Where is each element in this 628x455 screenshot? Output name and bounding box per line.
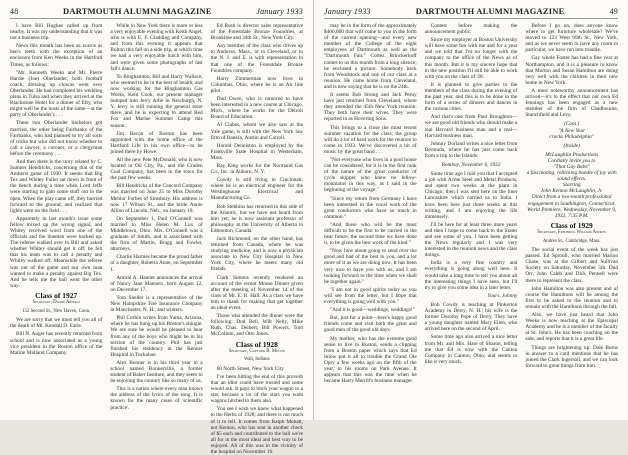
page-number: 49 <box>609 7 618 16</box>
column-text-top <box>10 23 102 289</box>
paragraph: Apparently in last month's issue some fellow mixed up the wrong signal, and Whitey received word from one of the officials and the linemen were backed up. The referee walked over to Bill and asked whether Whitey should get it off; he felt that his team was to call a penalty and Whitey walked off. Meanwhile the referee was out of the game and our own man wanted to make a penalty against Big Tex. And he tells me the ball went the other way. <box>10 215 103 289</box>
paragraph: Jim Bacon of Boston has been appointed with the home office of the Hartford Life in his own office—to be joined there by Howe. <box>110 130 203 155</box>
paragraph: Harold Denniston is employed by the Frankville State Hospital in Westerham, Mass. <box>210 142 303 161</box>
paragraph: Johnny Dorland writes a nice letter from Bermuda, where he has just come back from a trip to the Islands. <box>424 140 518 159</box>
paragraph: Contest before making the announcement public. <box>424 23 518 36</box>
paragraph: Some time ago I told you that I accepted a job with Acme Steel and Metal Products, and spent two weeks at the plant in Chicago; then I was sent here on the liner Lancashire which carried us to India. I have been here just three weeks at this writing, and I am enjoying the life immensely. <box>424 171 518 220</box>
paragraph: Gay whole Foster has had a fine year at Northampton, and it is a pleasure to know that Morton and Susan Hamilton are doing very well with the children in their new home in New York. <box>525 55 619 86</box>
class-secretary: Secretary, Frederick William Andres <box>537 229 606 235</box>
paragraph: Cordially invite you to <box>547 157 596 164</box>
paragraph: All the new Pete McDonald, who is now located in Oil City, Pa., and the Graden Coal Company, has been in the town for the past few weeks. <box>110 156 203 182</box>
column-text-top <box>425 23 518 159</box>
left-column-2 <box>110 23 202 423</box>
paragraph: The social event of the week has just passed. Ed Sproull, who married Marion Chase, was at the Gilbert and Sullivan Society on Saturday, November 5th. Dud Orr, John Caleb and Dick Pennell were there to represent the class. <box>525 247 619 284</box>
paragraph: "Now how about going to send over the good and bad of the best to you, and a lot more of it as we are doing now. It has been very nice to have you with us, and I am looking forward to the time when we shall be together again." <box>324 248 417 285</box>
paragraph: News this month has been as scarce as hen's teeth with the exception of an enclosure from Ken Weeks in the Hartford Times, as follows: <box>10 43 103 68</box>
paragraph: Things are brightening up; Dale Burns in answer to a card mentions that he has joined the Clark Ingersoll, and we can look forward to great things from him. <box>525 344 619 369</box>
column-text <box>324 23 417 384</box>
right-column-3 <box>525 23 618 423</box>
paragraph: Bill N. Auger has recently returned from school and is now associated as a young vice president in the Boston office of the Marine Midland Company. <box>10 331 103 356</box>
paragraph: Jack Richmond, on the other hand, has returned from Canada, where he was studying medicine, and is now a physician associate in New City Hospital in New York City, where he meets many old friends. <box>210 236 303 273</box>
paragraph: A most noteworthy announcement has arrived—it's to the effect that our own Ed Jennings has been engaged as a new member of the firm of Chadbourne, Stanchfield and Levy. <box>525 87 619 119</box>
running-header <box>10 6 303 19</box>
paragraph: Ray King works for the Normand Gas Co., Inc. in Auburn, N. Y. <box>210 162 303 176</box>
paragraph: Those who attended the dinner were the following: Dud Bell, Wilt Nelly, Mike Ruth, Chas. Deibert, Bill Powers, Tom McCollum, and Otto Jones. <box>210 313 303 338</box>
paragraph: Harry Zimmerman now lives in Columbus, Ohio, where he is an Air line pilot. <box>210 75 303 94</box>
issue-date: January 1933 <box>256 7 303 16</box>
class-heading: Class of 1929 <box>550 220 593 230</box>
paragraph: Phil Corbin writes from Yuma, Arizona, where he has hung up his Boston's shingle. We are sure he would be pleased to hear from any of the boys who might be in his section of the country. Phil has just finished his residency at the Kenner Hospital in Tuckahoe. <box>110 315 203 358</box>
paragraph: a fascinating, rollicking bundle of joy with sound effects. <box>526 170 617 183</box>
paragraph: Al Clabes, whom we also saw at the Yale game, is still with the New York law firm of Rankin, Austin and Carroll. <box>210 122 303 141</box>
paragraph: I've been hitting the end of this proverb that an idiot could have trusted and some would ask. It pays to hitch your wagon to a star, because a lot of the stars you want wagons hitched to them also. <box>210 373 303 405</box>
secretary-address: 152 Second St., New Haven, Conn. <box>22 308 91 314</box>
paragraph: "I am not in good spirits today as you will see from the letter, but I hope that everything is going well with you." <box>324 286 417 306</box>
announcement-line: (Cont.) <box>564 121 580 128</box>
paragraph: Bob Cowdy is teaching at Pinkerton Academy in Derry, N. H.; his wife is the former Dorothy Pope of Derry. They have a young daughter named Mary Ellen, who arrived here on the second of April. <box>424 301 518 333</box>
paragraph: Amiral A. Hanner announces the arrival of Nancy Jane Manners, born August 12, on December 17. <box>110 274 203 293</box>
paragraph: Also, we have just heard that John Weeks is now teaching at the Episcopal Academy and he is a member of the faculty at St. John's. He has been coaching on the side, and reports that it is a great life. <box>525 312 619 343</box>
paragraph: And that's one from Paul Broughton—we are good old friends who should make a real Harvard business man and a real—Harvard business man. <box>424 114 518 139</box>
running-title: DARTMOUTH ALUMNI MAGAZINE <box>415 6 565 16</box>
right-page <box>314 0 628 420</box>
paragraph: Some time ago also arrived a nice letter from Mr. and Mrs. Hare of Sharon, telling me that Ed is now with the Canton Company in Canton, Ohio, and seems to like it very much. <box>424 334 518 365</box>
class-secretary: Secretary, Doane Arnold <box>32 300 80 306</box>
paragraph: I have Bill Hughes called up from nearby. It was my understanding that it was not a business trip. <box>10 23 103 42</box>
paragraph: It is planned to give parties to the members of the class during the evening of the past year, and this is to be done in the form of a series of dinners and dances in the various cities. <box>424 81 518 113</box>
paragraph: This is a nation where every man knows the address of the lyrics of the song. It is known for the many cases of 'scientific practice'. <box>110 386 203 411</box>
running-title: DARTMOUTH ALUMNI MAGAZINE <box>63 6 212 16</box>
letter-signoff: Yours, Johnny <box>487 292 518 299</box>
page-number: 48 <box>10 7 19 16</box>
column-text <box>110 23 202 411</box>
paragraph: India is a very fine country and everything is going along well here. It would take a long time to tell you about all the interesting things I have seen, but I'll try to give you some idea in a later letter. <box>424 260 518 291</box>
running-header <box>324 6 618 19</box>
paragraph: Any member of the class who drives up to Andover, Mass., or to Cleveland, or to the N. J. and E. is with representation in that one of the Forestdale Bronze Foundries company. <box>210 43 303 74</box>
paragraph: Dud Owen, who is rumored to have been interested in a new course at Chicago, Mich., where he works for the Detroit Board of Education. <box>210 96 303 121</box>
paragraph: Tom Sheller is a representative of the New Hampshire Fire Insurance Company in Manchester, N. H., and winters. <box>110 294 203 314</box>
paragraph: Direct from a two-month professional engagement in Southington, Connecticut. World Premiere, Wednesday, November 9, 1932, 7:35 P.M. <box>527 194 617 219</box>
paragraph: And then there is the story related by C. Sumner Hendricks, concerning that of the Amherst game of 1930. It seems that Big Tex and Whitey Fuller sat down in front of the bench during a time when Lord Jeffs were starting to gain some stuff out in the open. When the play came off, they hurried forward to the ground, and realized that lights were on the field . . . <box>10 158 103 214</box>
right-columns <box>324 23 618 423</box>
left-columns <box>10 23 303 455</box>
announcement-text <box>525 152 618 219</box>
paragraph: Bob Stebbins has returned to this side of the Atlantic, but we have not heard from him yet; he is now assistant professor of philosophy at the University of Alberta in Edmonton, Canada. <box>210 203 303 234</box>
paragraph: You see I wish we knew what happened to the Herbs of 1928; and there is not much of it to tell. It comes from Ralph Mohatt, not Kenton, who has sent in another check of $5 each and contributed to the ball we're all for in the most ideal and best way to be enjoyed. All of this was in the vicinity of the hospital on November 16. <box>210 406 303 455</box>
right-column-1 <box>324 23 417 423</box>
paragraph: While in New York there is more or less a very enjoyable evening with Keith Angel, who is with E. F. Gladding and Company, and from this evening it appears that Bolton this fall on a side trip, at which time we had a very enjoyable lunch with him, and were given some photographs of last fall's dance. <box>110 23 203 72</box>
paragraph: I'll be here for at least three more years and then I hope to come back to the States and see some of you. I have been getting the News regularly and I was very interested in the reunion news and the class doings. <box>424 221 518 259</box>
letter-dateline: Bombay, November 6, 1932 <box>441 161 501 168</box>
paragraph: "That Gay Babe" <box>553 163 590 170</box>
announcement-label: (Inside) <box>563 142 580 149</box>
paragraph: Charlie Harmes became the proud father of a daughter, Roberta Anne, on September 1. <box>110 254 203 273</box>
paragraph: Starring <box>562 182 581 189</box>
class-heading: Class of 1928 <box>235 339 278 349</box>
paragraph: It seems Bob Strong and Jack Peruy have just returned from Cleveland, where they attended the 45th New York reunion. They both have their wives. They were reported in as Hovering Sons. <box>324 92 417 123</box>
paragraph: This brings to a close the most recent summer vacation for the class; the group will do a lot of hard work for the reunion to come in 1933. We've discovered a bit of music by the great band . . . <box>324 124 417 155</box>
paragraph: "And those who will be the most difficult to be the first to be carried in the near future, the second time we have done it, to be given the best work of the kind." <box>324 221 417 247</box>
paragraph: "Not everyone who lives in a pool house can be considered, for it is in the first rank of the nature of the great conductor of cycle skipper who knew no fellow-mountains in this way, as I said in the beginning of the voyage." <box>324 156 417 194</box>
paragraph: To Binghamton, Bill and Harry Wallace, who seemed to be in the best of health, and now working for the Binghamton Gas Works, Kent Cook, our present manager bumped into Jerry Allie in Newburgh, N. Y. Jerry is still running the general store there, and he is expecting to attend Red Fox and Marine Summer Camp this season. <box>110 73 203 129</box>
paragraph: McLaughlin Productions <box>545 151 599 158</box>
paragraph: We are sorry that we must tell you all of the death of Mr. Kendall D. Earle. <box>10 317 103 330</box>
paragraph: 60 North Street, New York City <box>216 365 284 372</box>
announcement-line: "A New Year <box>558 127 586 134</box>
paragraph: On September 1, Paul O'Connell was married to Miss Helen M. Lux of Middletown, Ohio. Mrs. O'Connell was a graduate of Smith, and is associated with the firm of Martin, Bragg and Fowler, attorneys. <box>110 215 203 253</box>
secretary-address: Wall, Indiana <box>243 357 270 363</box>
right-column-2 <box>425 23 518 423</box>
column-text-bottom <box>425 302 518 365</box>
left-column-1 <box>10 23 102 423</box>
paragraph: Bill Hendricks of the Concord Company was married on June 25 to Miss Dorothy Mehlor Forbes of Simsbury. His address is now 17 Wilson St., and the bride Annie Allinn of Lincoln, Neb., on January 18. <box>110 183 203 214</box>
paragraph: Clark Simons recently rendered an account of the recent Moose Dinner given after the meeting of November 14 of the class of Mr. E. B. Hall. As a class we have him to thank for making that get together an ideal event. <box>210 274 303 312</box>
column-text-top <box>211 23 303 338</box>
column-text-bottom <box>525 247 618 369</box>
paragraph: "Since my return from Germany I have been interested in the vocal work of the great conductors who have so much in common." <box>324 195 417 220</box>
left-column-3 <box>210 23 303 455</box>
paragraph: These two Oberlander bachelors got married, the other being Fairbanks of the Fairbanks, who had planned to try all sorts of tricks but who did not know whether to call a lawyer, a coroner, or a clergyman before the ceremony . . . <box>10 120 103 157</box>
paragraph: But, just for a point—here's happy good friends come and visit both the great and good men of the good old days. <box>324 315 417 334</box>
paragraph: John Hamilton was also present and of course the Hamiltons will be among the first to be asked to the reunion and to remain with the Hamiltons through the fall. <box>525 285 619 310</box>
issue-date: January 1933 <box>324 7 371 16</box>
paragraph: My mother, who has the extreme good sense to live in Boston, sends a clipping from a Boston paper which says that Ed Inlow put it all to trouble the Grand Ole Opry a few weeks ago on the fifth of the year, in his rooms on Park Avenue. It appears that this was the time when he became Harry Merrill's business manager. <box>324 335 417 385</box>
announcement-line: cracks Philadelphia" <box>549 133 595 140</box>
column-text-bottom <box>10 317 102 356</box>
paragraph: Cowdy is still living in Cincinnati, where he is an electrical engineer for the Westinghouse Electrical and Manufacturing Co. <box>210 177 303 202</box>
secretary-address: Andres St., Cambridge, Mass. <box>542 238 601 244</box>
paragraph: Since my employer at Boston University will have some fun with me and for a year and we told that I'm no longer with the company to the office of the News as of this month. But it is my sincere hope that in the new position I'll still be able to work with you on the class of '28. <box>424 37 518 80</box>
paragraph: Alex Bonner is in his third year in a school named Bonnerville, a former student of Baker Institute, and they seem to be enjoying the country like so many of us. <box>110 359 203 385</box>
paragraph: Before I go on, does anyone know where to get furniture wholesale? We've moved to 123 West 99th St., New York, and as we never seem to have any room in particular, we have run into trouble. <box>525 23 619 54</box>
paragraph: John Kenton McLaughlin, Jr. <box>540 188 603 195</box>
class-secretary: Secretary, Clifford B. Melvin <box>228 348 285 354</box>
column-text-top <box>525 23 618 118</box>
column-text-mid <box>425 171 518 291</box>
class-heading: Class of 1927 <box>35 290 78 300</box>
paragraph: Ed Rush is director sales representative of the Forestdale Bronze Foundries, at Brookline and 34th St., New York City. <box>210 23 303 42</box>
column-text-bottom <box>211 366 303 455</box>
paragraph: "And it is good—weddings, weddings!" <box>330 307 415 314</box>
announcement-heading <box>525 121 618 139</box>
paragraph: "Mr. Kenneth Weeks and Mr. Pierre Hardie (Joe) Oberlander, both football coach, dressing up clowns went over Oberlander. He had completed his wedding plans in Tulsa and when they arrived at the Blackstone Hotel for a dinner of fifty, who might well be the hosts of the same—at the party of Oberlander's . . . <box>10 69 103 119</box>
paragraph: may be in the form of the approximately $400,000 that will come to you in the form of the current opening—and every new member of the College of the eight employees of Dartmouth as well as the "Dartmouth Fair." Cortez Brinckerhoff comes to us this month from a long silence; he enclosed a picture. Somebody back from Woodstock and one of our class at a reunion. He came home from Cleveland, and is now saying that he is on the 24th. <box>324 23 417 90</box>
